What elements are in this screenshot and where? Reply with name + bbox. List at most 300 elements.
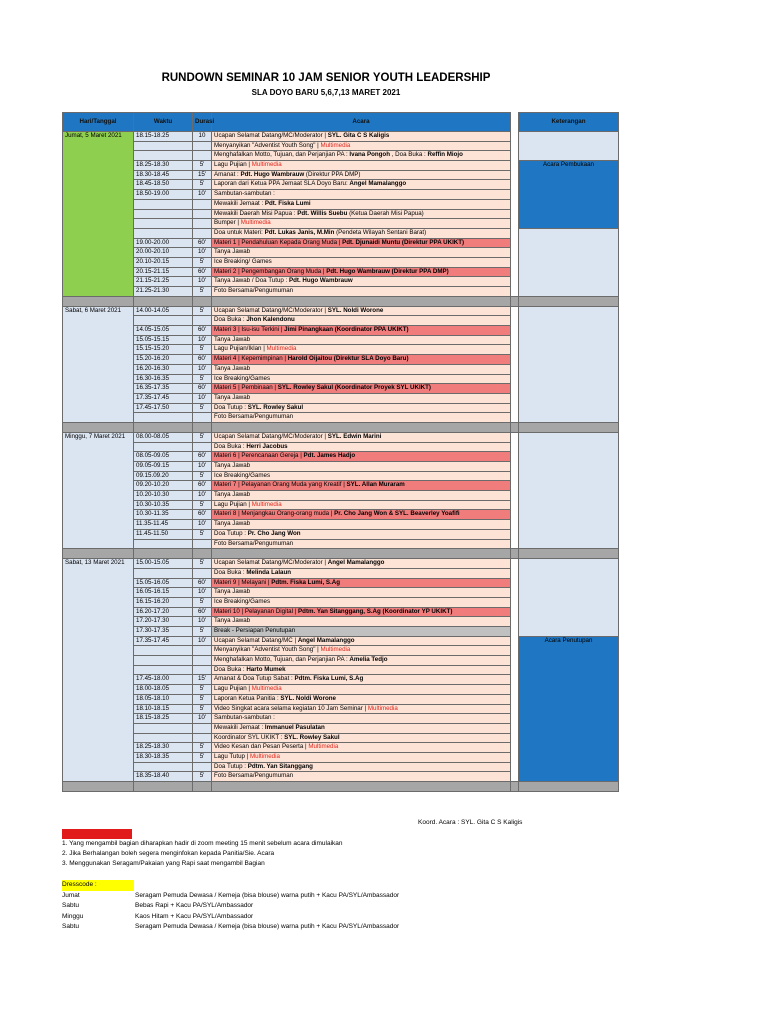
waktu-cell: 17.45-18.00 bbox=[134, 675, 193, 685]
acara-text: Jhon Kalendonu bbox=[246, 316, 295, 324]
durasi-cell: 10' bbox=[193, 588, 212, 598]
column-gap bbox=[511, 607, 519, 617]
durasi-cell: 10' bbox=[193, 491, 212, 501]
acara-text: Multimedia bbox=[251, 161, 282, 169]
acara-cell bbox=[212, 393, 511, 403]
separator-cell bbox=[134, 296, 193, 306]
separator-cell bbox=[212, 549, 511, 559]
durasi-cell: 5' bbox=[193, 306, 212, 316]
waktu-cell: 14.05-15.05 bbox=[134, 326, 193, 336]
keterangan-cell bbox=[519, 559, 619, 637]
acara-cell bbox=[212, 597, 511, 607]
acara-text: Amanat : bbox=[214, 170, 241, 178]
column-gap bbox=[511, 636, 519, 646]
acara-cell bbox=[212, 335, 511, 345]
acara-text: Pdt. James Hadjo bbox=[303, 452, 356, 460]
waktu-cell: 09.15.09.20 bbox=[134, 471, 193, 481]
waktu-cell bbox=[134, 413, 193, 423]
durasi-cell: 5' bbox=[193, 772, 212, 782]
acara-cell bbox=[212, 743, 511, 753]
acara-text: Laporan dari Ketua PPA Jemaat SLA Doyo Baru: bbox=[214, 180, 350, 188]
dresscode-text: Kaos Hitam + Kacu PA/SYL/Ambassador bbox=[135, 912, 254, 920]
acara-text: Doa Buka : bbox=[214, 442, 247, 450]
waktu-cell: 15.00-15.05 bbox=[134, 559, 193, 569]
acara-text: SYL. Gita C S Kaligis bbox=[327, 132, 390, 139]
column-gap bbox=[511, 704, 519, 714]
acara-text: Amelia Tedjo bbox=[349, 656, 388, 664]
durasi-cell bbox=[193, 316, 212, 326]
waktu-cell: 19.00-20.00 bbox=[134, 238, 193, 248]
acara-text: Multimedia bbox=[250, 752, 280, 760]
durasi-cell: 60' bbox=[193, 355, 212, 365]
acara-text: Menyanyikan "Adventist Youth Song" | bbox=[214, 646, 321, 654]
durasi-cell bbox=[193, 199, 212, 209]
acara-cell bbox=[212, 170, 511, 180]
table-row bbox=[63, 432, 619, 442]
column-gap bbox=[511, 665, 519, 675]
acara-text: Lagu Pujian | bbox=[214, 685, 252, 693]
acara-cell bbox=[212, 219, 511, 229]
waktu-cell: 18.10-18.15 bbox=[134, 704, 193, 714]
acara-text: Pdt. Hugo Wambrauw bbox=[288, 277, 353, 285]
durasi-cell: 5' bbox=[193, 694, 212, 704]
page-subtitle: SLA DOYO BARU 5,6,7,13 MARET 2021 bbox=[251, 88, 401, 97]
note-item: 2. Jika Berhalangan boleh segera menginfokan kepada Panitia/Sie. Acara bbox=[62, 850, 275, 857]
column-gap bbox=[511, 714, 519, 724]
durasi-cell: 60' bbox=[193, 510, 212, 520]
acara-text: Lagu Tutup | bbox=[214, 752, 251, 760]
acara-cell bbox=[212, 462, 511, 472]
waktu-cell bbox=[134, 568, 193, 578]
acara-cell bbox=[212, 161, 511, 171]
waktu-cell: 08.05-09.05 bbox=[134, 452, 193, 462]
acara-text: Mewakili Jemaat : bbox=[214, 723, 265, 731]
acara-cell bbox=[212, 559, 511, 569]
durasi-cell: 10' bbox=[193, 714, 212, 724]
table-header-row bbox=[63, 113, 619, 132]
acara-text: Multimedia bbox=[367, 704, 398, 712]
separator-cell bbox=[519, 549, 619, 559]
acara-text: Ucapan Selamat Datang/MC/Moderator | bbox=[214, 306, 328, 314]
acara-cell bbox=[212, 500, 511, 510]
column-gap bbox=[511, 161, 519, 171]
column-gap bbox=[511, 219, 519, 229]
waktu-cell: 16.35-17.35 bbox=[134, 384, 193, 394]
acara-cell bbox=[212, 762, 511, 772]
durasi-cell bbox=[193, 219, 212, 229]
notes-section bbox=[62, 829, 343, 869]
acara-text: Materi 6 | Perencanaan Gereja | bbox=[214, 452, 304, 460]
column-gap bbox=[511, 180, 519, 190]
waktu-cell bbox=[134, 646, 193, 656]
waktu-cell: 18.30-18.45 bbox=[134, 170, 193, 180]
dresscode-row bbox=[62, 891, 399, 902]
acara-text: Pdt. Hugo Wambrauw bbox=[240, 170, 305, 178]
acara-cell bbox=[212, 694, 511, 704]
acara-text: Pr. Cho Jang Won & SYL. Beaverley Yoafifi bbox=[334, 510, 460, 518]
durasi-cell: 5' bbox=[193, 704, 212, 714]
table-row bbox=[63, 132, 619, 142]
waktu-cell: 18.45-18.50 bbox=[134, 180, 193, 190]
waktu-cell: 11.35-11.45 bbox=[134, 520, 193, 530]
keterangan-cell bbox=[519, 132, 619, 161]
waktu-cell: 15.20-16.20 bbox=[134, 355, 193, 365]
acara-cell bbox=[212, 733, 511, 743]
keterangan-cell bbox=[519, 228, 619, 296]
durasi-cell: 5' bbox=[193, 161, 212, 171]
header-waktu: Waktu bbox=[134, 113, 193, 132]
separator-cell bbox=[511, 296, 519, 306]
keterangan-cell bbox=[519, 306, 619, 422]
acara-cell bbox=[212, 248, 511, 258]
acara-cell bbox=[212, 257, 511, 267]
acara-text: Lagu Pujian | bbox=[214, 161, 252, 169]
acara-text: Doa Buka : bbox=[214, 568, 247, 576]
durasi-cell: 60' bbox=[193, 481, 212, 491]
waktu-cell: 18.15-18.25 bbox=[134, 714, 193, 724]
keterangan-cell bbox=[519, 432, 619, 548]
waktu-cell: 18.50-19.00 bbox=[134, 190, 193, 200]
dresscode-row bbox=[62, 901, 399, 912]
durasi-cell bbox=[193, 723, 212, 733]
waktu-cell bbox=[134, 199, 193, 209]
acara-cell bbox=[212, 355, 511, 365]
durasi-cell: 10' bbox=[193, 393, 212, 403]
waktu-cell: 17.30-17.35 bbox=[134, 627, 193, 637]
separator-cell bbox=[519, 782, 619, 792]
durasi-cell: 10' bbox=[193, 636, 212, 646]
separator-cell bbox=[63, 782, 134, 792]
acara-text: Materi 7 | Pelayanan Orang Muda yang Kreatif | bbox=[214, 481, 347, 489]
waktu-cell: 18.25-18.30 bbox=[134, 161, 193, 171]
durasi-cell: 60' bbox=[193, 578, 212, 588]
column-gap bbox=[511, 481, 519, 491]
column-gap bbox=[511, 141, 519, 151]
column-gap bbox=[511, 452, 519, 462]
acara-text: Pdtm. Fiska Lumi, S.Ag bbox=[294, 675, 364, 683]
header-acara: Acara bbox=[212, 113, 511, 132]
acara-text: Tanya Jawab bbox=[214, 588, 251, 596]
acara-cell bbox=[212, 403, 511, 413]
acara-cell bbox=[212, 132, 511, 142]
durasi-cell: 5' bbox=[193, 287, 212, 297]
acara-text: Koordinator SYL UKIKT : bbox=[214, 733, 285, 741]
acara-text: Doa Buka : bbox=[214, 316, 247, 324]
durasi-cell: 5' bbox=[193, 627, 212, 637]
acara-cell bbox=[212, 607, 511, 617]
waktu-cell: 20.00-20.10 bbox=[134, 248, 193, 258]
acara-cell bbox=[212, 772, 511, 782]
waktu-cell bbox=[134, 762, 193, 772]
acara-cell bbox=[212, 316, 511, 326]
waktu-cell: 15.15-15.20 bbox=[134, 345, 193, 355]
column-gap bbox=[511, 228, 519, 238]
acara-text: Doa Tutup : bbox=[214, 403, 248, 411]
waktu-cell: 10.30-10.35 bbox=[134, 500, 193, 510]
acara-cell bbox=[212, 723, 511, 733]
durasi-cell: 10' bbox=[193, 364, 212, 374]
acara-cell bbox=[212, 675, 511, 685]
acara-cell bbox=[212, 238, 511, 248]
dresscode-day: Sabtu bbox=[62, 923, 79, 930]
note-item: 1. Yang mengambil bagian diharapkan hadir di zoom meeting 15 menit sebelum acara dimulaikan bbox=[62, 840, 343, 847]
acara-cell bbox=[212, 646, 511, 656]
column-gap bbox=[511, 762, 519, 772]
acara-text: Tanya Jawab bbox=[214, 393, 251, 401]
waktu-cell: 16.15-16.20 bbox=[134, 597, 193, 607]
column-gap bbox=[511, 199, 519, 209]
column-gap bbox=[511, 364, 519, 374]
durasi-cell: 5' bbox=[193, 471, 212, 481]
acara-text: SYL. Rowley Sakul (Koordinator Proyek SYL UKIKT) bbox=[277, 384, 431, 392]
acara-text: Break - Persiapan Penutupan bbox=[214, 627, 296, 634]
column-gap bbox=[511, 393, 519, 403]
acara-cell bbox=[212, 752, 511, 762]
separator-cell bbox=[212, 422, 511, 432]
durasi-cell: 60' bbox=[193, 607, 212, 617]
durasi-cell: 60' bbox=[193, 326, 212, 336]
waktu-cell: 18.35-18.40 bbox=[134, 772, 193, 782]
waktu-cell bbox=[134, 209, 193, 219]
acara-text: Ucapan Selamat Datang/MC/Moderator | bbox=[214, 132, 328, 139]
waktu-cell: 17.20-17.30 bbox=[134, 617, 193, 627]
waktu-cell bbox=[134, 733, 193, 743]
waktu-cell bbox=[134, 141, 193, 151]
koord-acara: Koord. Acara : SYL. Gita C S Kaligis bbox=[418, 819, 523, 826]
column-gap bbox=[511, 403, 519, 413]
acara-cell bbox=[212, 627, 511, 637]
durasi-cell: 5' bbox=[193, 597, 212, 607]
acara-text: Materi 3 | Isu-isu Terkini | bbox=[214, 326, 285, 334]
waktu-cell: 16.20-17.20 bbox=[134, 607, 193, 617]
acara-cell bbox=[212, 190, 511, 200]
acara-text: Ice Breaking/Games bbox=[214, 374, 271, 382]
acara-cell bbox=[212, 413, 511, 423]
separator-cell bbox=[63, 422, 134, 432]
waktu-cell: 17.35-17.45 bbox=[134, 393, 193, 403]
acara-text: (Direktur PPA DMP) bbox=[304, 170, 361, 178]
acara-text: , Doa Buka : bbox=[390, 151, 428, 159]
separator-cell bbox=[63, 296, 134, 306]
acara-text: Pdt. Willis Suebu bbox=[297, 209, 348, 217]
durasi-cell: 10' bbox=[193, 617, 212, 627]
column-gap bbox=[511, 277, 519, 287]
acara-text: Melinda Lalaun bbox=[246, 568, 292, 576]
separator-cell bbox=[511, 422, 519, 432]
acara-cell bbox=[212, 384, 511, 394]
durasi-cell: 10' bbox=[193, 520, 212, 530]
durasi-cell: 10 bbox=[193, 132, 212, 142]
acara-text: Materi 10 | Pelayanan Digital | bbox=[214, 607, 299, 615]
waktu-cell: 17.35-17.45 bbox=[134, 636, 193, 646]
column-gap bbox=[511, 374, 519, 384]
durasi-cell: 5' bbox=[193, 345, 212, 355]
acara-text: Materi 1 | Pendahuluan Kepada Orang Muda | bbox=[214, 238, 343, 246]
column-gap bbox=[511, 335, 519, 345]
day-cell: Sabat, 13 Maret 2021 bbox=[63, 559, 134, 782]
acara-cell bbox=[212, 141, 511, 151]
acara-text: Multimedia bbox=[320, 646, 351, 654]
day-separator bbox=[63, 422, 619, 432]
table-row bbox=[63, 559, 619, 569]
acara-cell bbox=[212, 685, 511, 695]
waktu-cell bbox=[134, 723, 193, 733]
acara-text: Materi 5 | Pembinaan | bbox=[214, 384, 278, 392]
acara-text: Multimedia bbox=[240, 219, 271, 227]
acara-cell bbox=[212, 199, 511, 209]
durasi-cell: 10' bbox=[193, 335, 212, 345]
column-gap bbox=[511, 743, 519, 753]
column-gap bbox=[511, 267, 519, 277]
dresscode-label: Dresscode : bbox=[62, 880, 134, 891]
dresscode-day: Minggu bbox=[62, 912, 84, 920]
durasi-cell: 5' bbox=[193, 529, 212, 539]
column-gap bbox=[511, 733, 519, 743]
acara-text: Pdt. Hugo Wambrauw (Direktur PPA DMP) bbox=[326, 267, 449, 275]
acara-text: Multimedia bbox=[251, 500, 282, 508]
column-gap bbox=[511, 752, 519, 762]
durasi-cell: 15' bbox=[193, 170, 212, 180]
dresscode-section bbox=[62, 880, 399, 933]
acara-text: Tanya Jawab bbox=[214, 617, 251, 625]
acara-cell bbox=[212, 452, 511, 462]
column-gap bbox=[511, 442, 519, 452]
column-gap bbox=[511, 345, 519, 355]
durasi-cell: 5' bbox=[193, 559, 212, 569]
waktu-cell: 18.00-18.05 bbox=[134, 685, 193, 695]
durasi-cell bbox=[193, 568, 212, 578]
durasi-cell: 5' bbox=[193, 257, 212, 267]
acara-cell bbox=[212, 267, 511, 277]
waktu-cell: 08.00-08.05 bbox=[134, 432, 193, 442]
acara-cell bbox=[212, 180, 511, 190]
separator-cell bbox=[134, 422, 193, 432]
dresscode-text: Seragam Pemuda Dewasa / Kemeja (bisa blouse) warna putih + Kacu PA/SYL/Ambassador bbox=[135, 923, 400, 930]
waktu-cell: 10.20-10.30 bbox=[134, 491, 193, 501]
waktu-cell: 18.15-18.25 bbox=[134, 132, 193, 142]
waktu-cell bbox=[134, 151, 193, 161]
column-gap bbox=[511, 675, 519, 685]
acara-cell bbox=[212, 588, 511, 598]
durasi-cell bbox=[193, 665, 212, 675]
acara-cell bbox=[212, 432, 511, 442]
column-gap bbox=[511, 568, 519, 578]
header-keterangan: Keterangan bbox=[519, 113, 619, 132]
acara-text: Ivana Pongoh bbox=[349, 151, 390, 159]
durasi-cell: 5' bbox=[193, 752, 212, 762]
dresscode-row bbox=[62, 922, 399, 933]
acara-cell bbox=[212, 277, 511, 287]
acara-text: Materi 8 | Menjangkau Orang-orang muda | bbox=[214, 510, 335, 518]
column-gap bbox=[511, 646, 519, 656]
column-gap bbox=[511, 326, 519, 336]
waktu-cell: 10.30-11.35 bbox=[134, 510, 193, 520]
acara-text: Materi 2 | Pengembangan Orang Muda | bbox=[214, 267, 327, 275]
column-gap bbox=[511, 462, 519, 472]
acara-cell bbox=[212, 326, 511, 336]
day-separator bbox=[63, 782, 619, 792]
acara-text: Laporan Ketua Panitia : bbox=[214, 694, 281, 702]
separator-cell bbox=[511, 782, 519, 792]
acara-cell bbox=[212, 578, 511, 588]
acara-cell bbox=[212, 471, 511, 481]
table-row bbox=[63, 306, 619, 316]
durasi-cell: 5' bbox=[193, 403, 212, 413]
acara-text: Reffin Miojo bbox=[427, 151, 463, 159]
waktu-cell bbox=[134, 228, 193, 238]
acara-text: SYL. Noldi Worone bbox=[280, 694, 336, 702]
acara-text: Tanya Jawab / Doa Tutup : bbox=[214, 277, 289, 285]
column-gap bbox=[511, 559, 519, 569]
waktu-cell: 15.05-16.05 bbox=[134, 578, 193, 588]
note-item: 3. Menggunakan Seragam/Pakaian yang Rapi saat mengambil Bagian bbox=[62, 860, 265, 867]
day-cell: Minggu, 7 Maret 2021 bbox=[63, 432, 134, 548]
separator-cell bbox=[193, 296, 212, 306]
acara-text: Angel Mamalanggo bbox=[327, 559, 385, 567]
durasi-cell: 10' bbox=[193, 190, 212, 200]
header-hari: Hari/Tanggal bbox=[63, 113, 134, 132]
waktu-cell: 14.00-14.05 bbox=[134, 306, 193, 316]
durasi-cell bbox=[193, 228, 212, 238]
acara-text: Harto Mumek bbox=[246, 665, 286, 673]
acara-text: Foto Bersama/Pengumuman bbox=[214, 287, 294, 294]
column-gap bbox=[511, 510, 519, 520]
separator-cell bbox=[511, 549, 519, 559]
acara-text: Foto Bersama/Pengumuman bbox=[214, 539, 294, 547]
waktu-cell: 20.15-21.15 bbox=[134, 267, 193, 277]
day-separator bbox=[63, 296, 619, 306]
separator-cell bbox=[63, 549, 134, 559]
column-gap bbox=[511, 685, 519, 695]
acara-text: Jimi Pinangkaan (Koordinator PPA UKIKT) bbox=[284, 326, 409, 334]
acara-text: Tanya Jawab bbox=[214, 248, 251, 256]
waktu-cell: 18.30-18.35 bbox=[134, 752, 193, 762]
acara-text: Doa Buka : bbox=[214, 665, 247, 673]
durasi-cell bbox=[193, 733, 212, 743]
acara-text: Pdtm. Fiska Lumi, S.Ag bbox=[271, 578, 340, 586]
acara-text: Amanat & Doa Tutup Sabat : bbox=[214, 675, 295, 683]
durasi-cell bbox=[193, 151, 212, 161]
waktu-cell: 18.05-18.10 bbox=[134, 694, 193, 704]
dresscode-text: Seragam Pemuda Dewasa / Kemeja (bisa blouse) warna putih + Kacu PA/SYL/Ambassador bbox=[135, 891, 400, 899]
acara-text: Ice Breaking/ Games bbox=[214, 257, 272, 265]
column-gap bbox=[511, 656, 519, 666]
durasi-cell: 5' bbox=[193, 180, 212, 190]
acara-text: Menghafalkan Motto, Tujuan, dan Perjanjian PA : bbox=[214, 656, 350, 664]
durasi-cell: 5' bbox=[193, 432, 212, 442]
header-durasi: Durasi bbox=[193, 113, 212, 132]
acara-cell bbox=[212, 539, 511, 549]
acara-text: Materi 4 | Kepemimpinan | bbox=[214, 355, 288, 363]
acara-text: Video Kesan dan Pesan Peserta | bbox=[214, 743, 309, 751]
separator-cell bbox=[193, 422, 212, 432]
separator-cell bbox=[519, 296, 619, 306]
acara-text: Bumper | bbox=[214, 219, 241, 227]
acara-text: Ucapan Selamat Datang/MC/Moderator | bbox=[214, 559, 328, 567]
durasi-cell bbox=[193, 209, 212, 219]
acara-text: Angel Mamalanggo bbox=[349, 180, 407, 188]
acara-text: Angel Mamalanggo bbox=[297, 636, 355, 644]
keterangan-cell: Acara Pembukaan bbox=[519, 161, 619, 229]
acara-cell bbox=[212, 636, 511, 646]
durasi-cell: 5' bbox=[193, 685, 212, 695]
durasi-cell bbox=[193, 413, 212, 423]
acara-text: Foto Bersama/Pengumuman bbox=[214, 772, 294, 780]
acara-text: Doa untuk Materi: bbox=[214, 228, 265, 236]
table-row bbox=[63, 161, 619, 171]
waktu-cell: 17.45-17.50 bbox=[134, 403, 193, 413]
acara-text: Multimedia bbox=[266, 345, 297, 353]
